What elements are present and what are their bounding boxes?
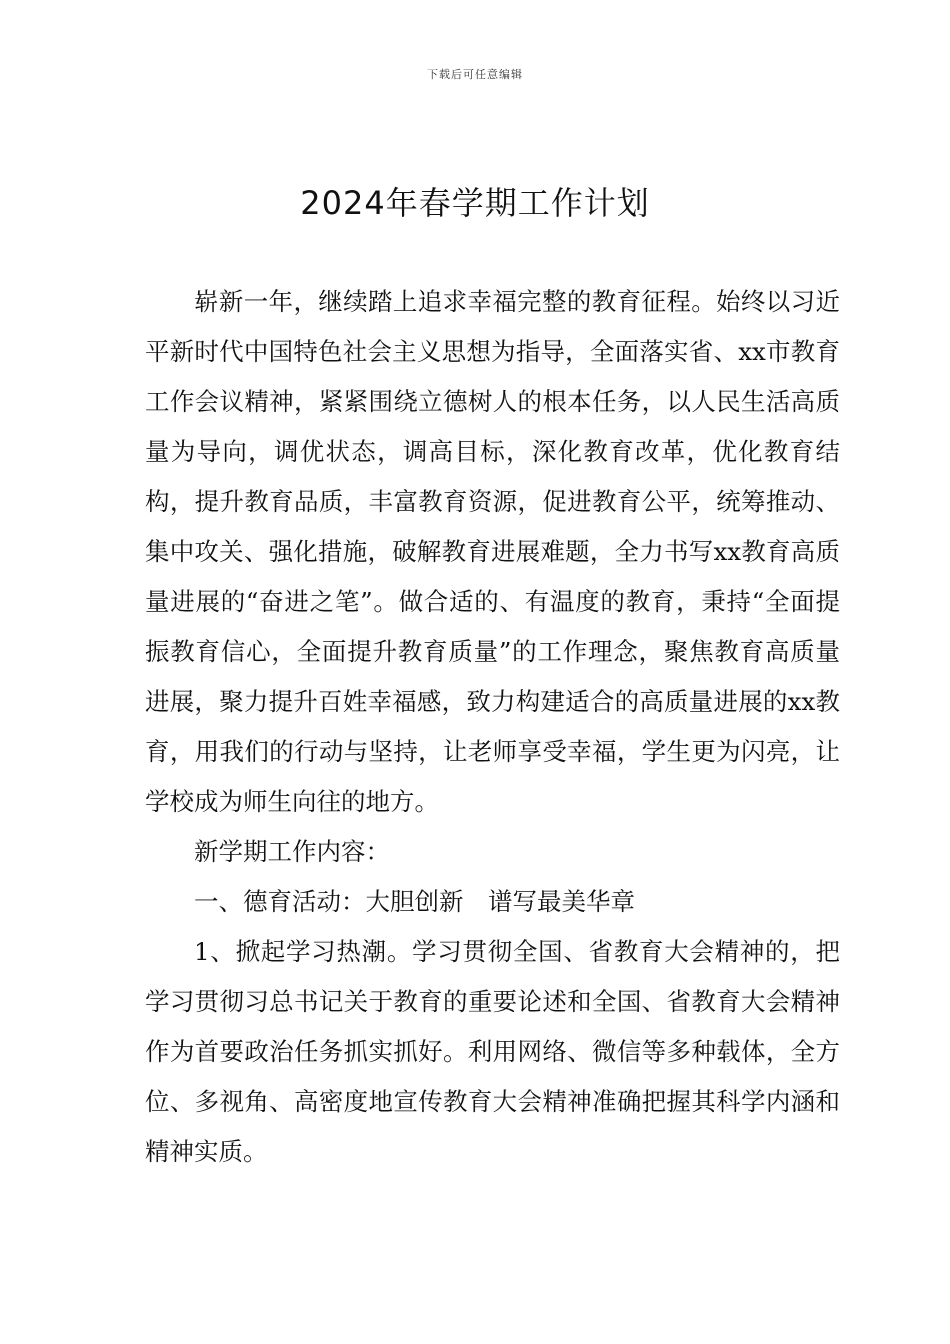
document-title: 2024年春学期工作计划 (300, 184, 650, 222)
section-intro-line: 新学期工作内容： (194, 837, 390, 866)
document-body (145, 277, 840, 1177)
item-1-paragraph: 1、掀起学习热潮。学习贯彻全国、省教育大会精神的，把学习贯彻习总书记关于教育的重要论述和全国、省教育大会精神作为首要政治任务抓实抓好。利用网络、微信等多种载体，全方位、多视角、高密度地宣传教育大会精神准确把握其科学内涵和精神实质。 (145, 937, 840, 1166)
section-heading-moral-education: 一、德育活动：大胆创新 谱写最美华章 (194, 887, 635, 916)
intro-paragraph: 崭新一年，继续踏上追求幸福完整的教育征程。始终以习近平新时代中国特色社会主义思想为指导，全面落实省、xx市教育工作会议精神，紧紧围绕立德树人的根本任务，以人民生活高质量为导向，调优状态，调高目标，深化教育改革，优化教育结构，提升教育品质，丰富教育资源，促进教育公平，统筹推动、集中攻关、强化措施，破解教育进展难题，全力书写xx教育高质量进展的“奋进之笔”。做合适的、有温度的教育，秉持“全面提振教育信心，全面提升教育质量”的工作理念，聚焦教育高质量进展，聚力提升百姓幸福感，致力构建适合的高质量进展的xx教育，用我们的行动与坚持，让老师享受幸福，学生更为闪亮，让学校成为师生向往的地方。 (145, 287, 840, 816)
page-header-note: 下载后可任意编辑 (427, 68, 523, 81)
